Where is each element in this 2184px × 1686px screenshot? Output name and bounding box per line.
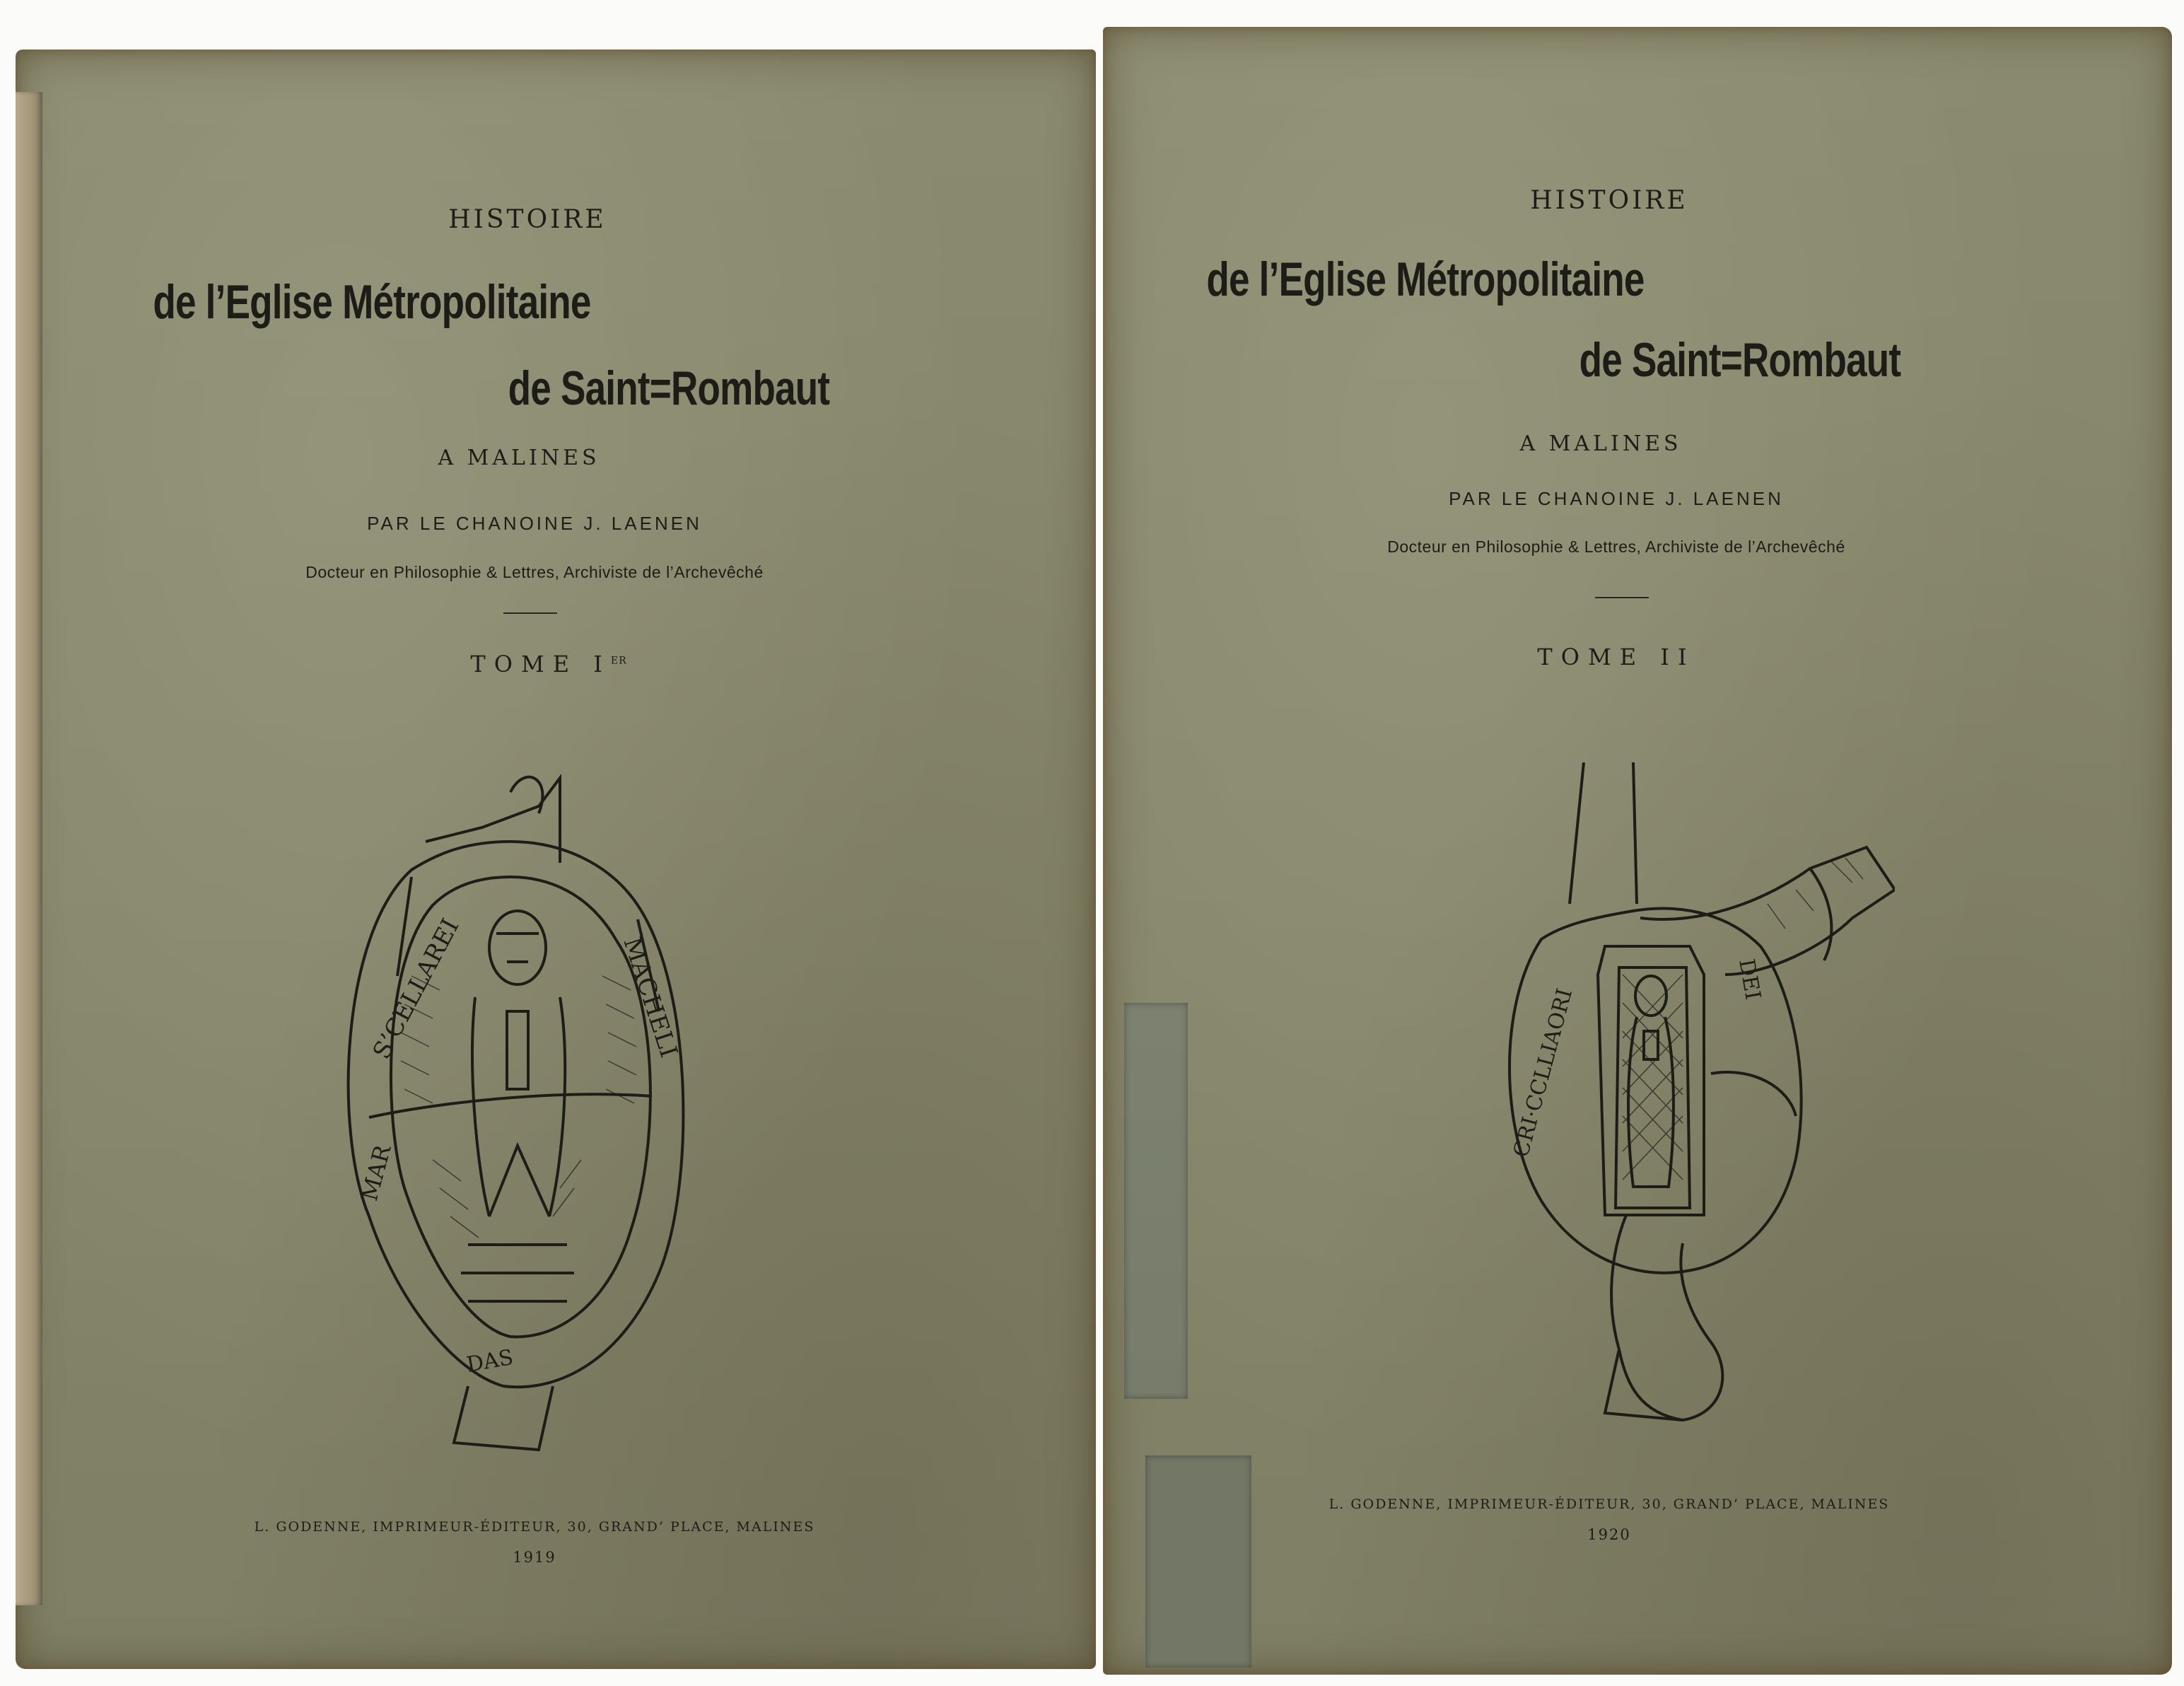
seal-legend-right: MACHELI — [617, 934, 683, 1062]
cover-title-line-2: de Saint=Rombaut — [508, 361, 830, 415]
cover-tome-label: TOME IER — [470, 651, 627, 678]
book-cover-tome-1 — [16, 50, 1096, 1669]
cover-publisher: L. GODENNE, IMPRIMEUR-ÉDITEUR, 30, GRAND’ PLACE, MALINES — [254, 1519, 815, 1535]
cover-author: PAR LE CHANOINE J. LAENEN — [1449, 488, 1784, 509]
cover-title-line-1: de l’Eglise Métropolitaine — [1206, 252, 1645, 306]
seal-engraving-icon — [327, 764, 723, 1457]
cover-heading: HISTOIRE — [448, 205, 607, 234]
cover-credentials: Docteur en Philosophie & Lettres, Archiviste de l’Archevêché — [305, 563, 764, 581]
seal-legend-right: DEI — [1734, 957, 1765, 1002]
cover-credentials: Docteur en Philosophie & Lettres, Archiviste de l’Archevêché — [1387, 537, 1845, 556]
library-label-patch-lower — [1145, 1455, 1251, 1668]
cover-title-line-2: de Saint=Rombaut — [1579, 333, 1901, 387]
seal-illustration-bishop — [327, 764, 723, 1457]
seal-illustration-saint — [1499, 762, 1895, 1441]
cover-divider — [1595, 597, 1649, 598]
cover-location: A MALINES — [438, 446, 600, 470]
library-label-patch — [1124, 1003, 1188, 1399]
tome-suffix: ER — [610, 655, 627, 667]
cover-title-line-1: de l’Eglise Métropolitaine — [153, 275, 591, 329]
cover-tome-label: TOME II — [1537, 644, 1695, 670]
cover-location: A MALINES — [1519, 431, 1682, 456]
seal-legend-left: CRI·CCLLIAORI — [1508, 986, 1578, 1161]
cover-author: PAR LE CHANOINE J. LAENEN — [367, 513, 702, 534]
seal-legend-foot: DAS — [465, 1344, 515, 1378]
seal-legend-left: S’CELLAREI — [367, 914, 465, 1064]
book-cover-tome-2 — [1103, 27, 2172, 1675]
cover-year: 1919 — [513, 1549, 556, 1566]
cover-divider — [503, 612, 557, 614]
cover-year: 1920 — [1587, 1526, 1631, 1543]
cover-publisher: L. GODENNE, IMPRIMEUR-ÉDITEUR, 30, GRAND’ PLACE, MALINES — [1328, 1496, 1890, 1512]
seal-engraving-icon — [1499, 762, 1895, 1441]
cover-heading: HISTOIRE — [1530, 186, 1688, 215]
seal-legend-bottom: MAR — [356, 1141, 397, 1204]
